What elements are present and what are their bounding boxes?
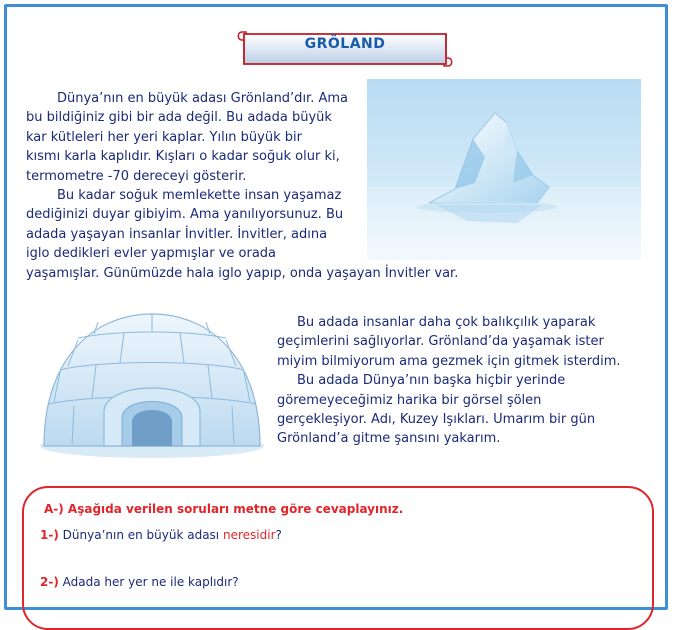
- paragraph-line: Bu adada insanlar daha çok balıkçılık yaparak: [297, 315, 596, 330]
- paragraph-line: kar kütleleri her yeri kaplar. Yılın büyük bir: [26, 129, 302, 145]
- paragraph-line: dediğinizi duyar gibiyim. Ama yanılıyorsunuz. Bu: [26, 207, 344, 223]
- question-text: Dünya’nın en büyük adası: [62, 528, 220, 542]
- question-mark: ?: [275, 528, 282, 542]
- igloo-illustration: [38, 308, 270, 460]
- paragraph-line: kısmı karla kaplıdır. Kışları o kadar soğuk olur ki,: [26, 149, 340, 165]
- paragraph-line: gerçekleşiyor. Adı, Kuzey Işıkları. Umarım bir gün: [277, 412, 596, 428]
- paragraph-line: Dünya’nın en büyük adası Grönland’dır. Ama: [57, 91, 348, 106]
- question-2: [40, 575, 239, 589]
- paragraph-line: iglo dedikleri evler yapmışlar ve orada: [26, 246, 277, 262]
- paragraph-line: miyim bilmiyorum ama gezmek için gitmek isterdim.: [277, 353, 621, 369]
- paragraph-line: göremeyeceğimiz harika bir görsel şölen: [277, 392, 542, 408]
- paragraph-line: Bu kadar soğuk memlekette insan yaşamaz: [57, 188, 342, 204]
- paragraph-line: bu bildiğiniz gibi bir ada değil. Bu adada büyük: [26, 110, 332, 126]
- paragraph-line: geçimlerini sağlıyorlar. Grönland’da yaşamak ister: [277, 334, 604, 350]
- paragraph-line: Grönland’a gitme şansını yakarım.: [277, 431, 501, 447]
- questions-heading: A-) Aşağıda verilen soruları metne göre cevaplayınız.: [44, 502, 404, 516]
- question-number: 1-): [40, 528, 59, 542]
- question-text: Adada her yer ne ile kaplıdır?: [62, 575, 239, 589]
- question-highlight: neresidir: [222, 528, 276, 542]
- paragraph-line: termometre -70 dereceyi gösterir.: [26, 168, 247, 184]
- question-1: [40, 528, 282, 542]
- iceberg-illustration: [367, 79, 641, 260]
- paragraph-line: Bu adada Dünya’nın başka hiçbir yerinde: [297, 373, 566, 389]
- question-number: 2-): [40, 575, 59, 589]
- paragraph-line: yaşamışlar. Günümüzde hala iglo yapıp, onda yaşayan İnvitler var.: [26, 265, 459, 281]
- page-title: GRÖLAND: [304, 36, 386, 52]
- paragraph-line: adada yaşayan insanlar İnvitler. İnvitler, adına: [26, 226, 328, 242]
- paragraph-fishing: [277, 313, 621, 449]
- title-banner: [236, 28, 454, 68]
